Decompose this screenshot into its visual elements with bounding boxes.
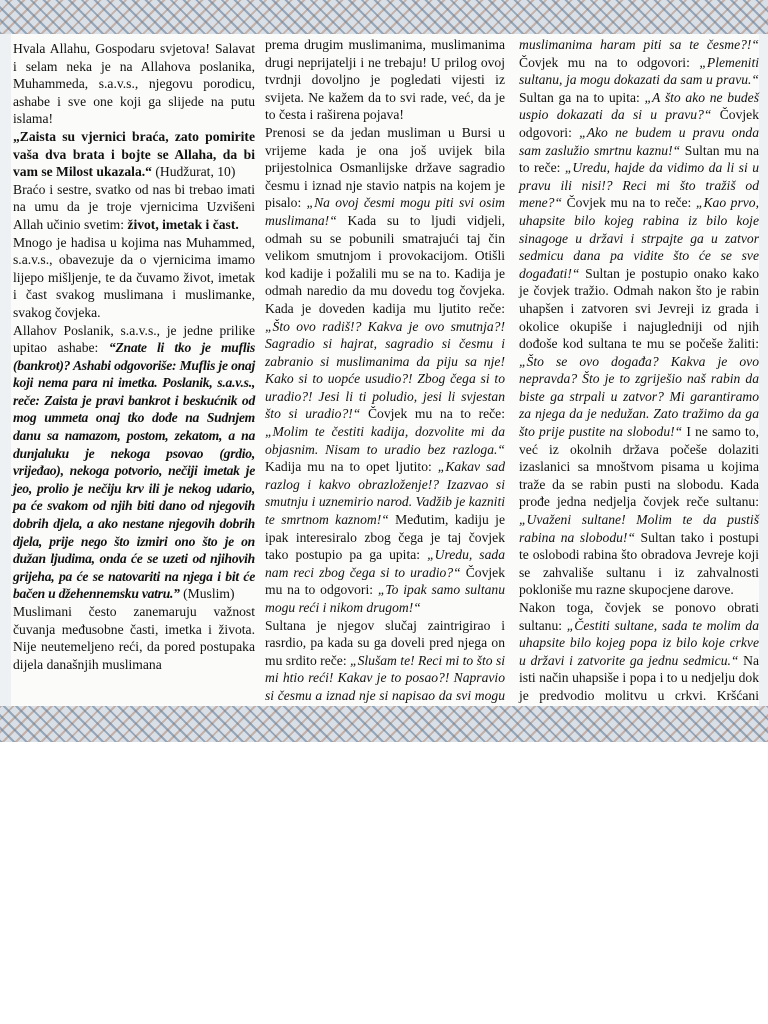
hadith-text: “Znate li tko je muflis (bankrot)? Ashabi odgovoriše: Muflis je onaj koji nema para ni imetka. Poslanik, s.a.v.s., reče: Zaista je pravi bankrot i beskućnik od mog ummeta onaj tko dođe na Sudnjem danu sa namazom, postom, zekatom, a na dunjaluku je nekoga psovao (grdio, vrijeđao), nekoga potvorio, nečiji imetak je jeo, prolio je nečiju krv ili je nekog udario, pa će svakom od njih biti dano od njegovih dobrih djela, a ako nestane njegovih dobrih djela, prije nego što izmiri ono što je on dužan ljudima, onda će se uzeti od njihovih grijeha, pa će se natovariti na njega i bit će bačen u džehennemsku vatru.”: [13, 340, 255, 602]
man-speech: „Kao prvo, uhapsite bilo kojeg rabina iz bilo koje sinagoge u državi i strpajte ga u zatvor sedmicu dana pa vidite što će se sve događati!“: [519, 195, 759, 281]
opening-paragraph: Hvala Allahu, Gospodaru svjetova! Salavat i selam neka je na Allahova poslanika, Muhammeda, s.a.v.s., njegovu porodicu, ashabe i sve one koji ga slijede na putu islama!: [13, 41, 255, 127]
story-text: I ne samo to, već iz okolnih država počeše dolaziti izaslanici sa mnoštvom pisama u kojima traže da se rabin pusti na slobodu. Kada prođe jedna nedjelja čovjek reče sultanu:: [519, 424, 759, 510]
hadith-intro-text: Allahov Poslanik, s.a.v.s., je jedne prilike upitao ashabe:: [13, 322, 255, 356]
story-text: Čovjek mu na to reče:: [360, 406, 505, 422]
story-text: Sultan mu na to reče:: [519, 142, 759, 176]
story-text: Međutim, kadiju je ipak interesiralo zbog čega je taj čovjek tako postupio pa ga upita:: [265, 512, 505, 563]
paragraph-sanctity-text: Braćo i sestre, svatko od nas bi trebao imati na umu da je troje vjernicima Uzvišeni Allah učinio svetim:: [13, 181, 255, 232]
sultan-speech: „A što ako ne budeš uspio dokazati da si u pravu?“: [519, 89, 759, 123]
man-speech: „Ako ne budem u pravu onda sam zaslužio smrtnu kaznu!“: [519, 124, 759, 158]
paragraph-enemies: prema drugim muslimanima, muslimanima drugi neprijatelji i ne trebaju! U prilog ovoj tvrdnji dovoljno je pogledati vijesti iz svijeta. Ne kažem da to svi rade, već, da je to česta i raširena pojava!: [265, 37, 505, 123]
story-text: Čovjek odgovori:: [519, 107, 759, 140]
fountain-inscription: „Na ovoj česmi mogu piti svi osim muslimana!“: [265, 195, 505, 228]
blank-area: [0, 742, 768, 1024]
document-page: [11, 34, 759, 706]
decorative-border-top: [0, 0, 768, 34]
text-column-3: [519, 36, 759, 703]
story-text: Nakon toga, čovjek se ponovo obrati sultanu:: [519, 600, 759, 633]
story-text: Čovjek mu na to reče:: [562, 195, 696, 211]
quote-text: „Zaista su vjernici braća, zato pomirite vaša dva brata i bojte se Allaha, da bi vam se Milost ukazala.“: [13, 128, 255, 180]
paragraph-sanctity: [13, 181, 255, 234]
man-speech: „Molim te čestiti kadija, dozvolite mi da objasnim. Nisam to uradio bez razloga.“: [265, 424, 505, 457]
story-text: Sultan je postupio onako kako je čovjek tražio. Odmah nakon što je rabin uhapšen i zatvoren svi Jevreji iz grada i okolice okupiše i najugledniji od njih dođoše kod sultana te mu se počeše žaliti:: [519, 265, 759, 352]
story-text: Kada su to ljudi vidjeli, odmah su se pobunili smatrajući taj čin velikom smutnjom i provokacijom. Otišli kod kadije i požalili mu se na to. Kadija je odmah naredio da mu dovedu tog čovjeka. Kada je doveden kadija mu ljutito reče:: [265, 212, 505, 316]
story-text: Čovjek mu na to odgovori:: [519, 54, 700, 70]
paragraph-hadith-intro: Mnogo je hadisa u kojima nas Muhammed, s.a.v.s., obavezuje da o vjernicima imamo lijepo mišljenje, te da čuvamo život, imetak i čast svakog muslimana i muslimanke, svakog čovjeka.: [13, 234, 255, 320]
quote-reference: (Hudžurat, 10): [151, 164, 236, 180]
quran-quote: [13, 128, 255, 181]
judge-speech: „Kakav sad razlog i kakvo obrazloženje!? Izazvao si smutnju i uznemirio narod. Vadžib je kazniti te smrtnom kaznom!“: [265, 459, 505, 528]
sultan-speech: „Slušam te! Reci mi to što si mi htio reći! Kakav je to posao?! Napravio si česmu a iznad nje si napisao da svi mogu: [265, 652, 506, 703]
jews-speech: „Što se ovo događa? Kakva je ovo nepravda? Što je to zgriješio naš rabin da biste ga strpali u zatvor? Mi garantiramo za njega da je nedužan. Zato tražimo da ga što prije pustite na slobodu!“: [519, 353, 759, 440]
story-text: Sultana je njegov slučaj zaintrigirao i rasrdio, pa kada su ga doveli pred njega on mu srdito reče:: [265, 617, 505, 668]
paragraph-priest: [519, 599, 759, 722]
text-column-1: [13, 40, 255, 704]
decorative-border-bottom: [0, 706, 768, 742]
man-speech: „Čestiti sultane, sada te molim da uhapsite bilo kojeg popa iz bilo koje crkve u državi i zatvorite ga jednu sedmicu.“: [519, 617, 759, 668]
story-text: Sultan tako i postupi te oslobodi rabina što obradova Jevreje koji se zahvališe sultanu i iz zahvalnosti pokloniše mu razne skupocjene darove.: [519, 529, 759, 598]
sultan-speech: „Uredu, hajde da vidimo da li si u pravu ili nisi!? Reci mi što tražiš od mene?“: [519, 160, 759, 211]
text-column-2: [265, 36, 506, 703]
paragraph-dialogue: [519, 36, 759, 599]
story-text: Na isti način uhapsiše i popa i to u nedjelju dok je predvodio molitvu u crkvi. Kršćani: [519, 652, 759, 703]
story-text: Kadija mu na to opet ljutito:: [265, 459, 438, 475]
paragraph-muflis-hadith: [13, 322, 255, 604]
sanctity-list: život, imetak i čast.: [127, 216, 239, 232]
story-text: Prenosi se da jedan musliman u Bursi u vrijeme kada je ona još uvijek bila prijestolnica Osmanlijske države sagradio česmu i iznad nje stavio natpis na kojem je pisalo:: [265, 124, 505, 211]
hadith-source: (Muslim): [179, 586, 235, 602]
man-speech: „Uvaženi sultane! Molim te da pustiš rabina na slobodu!“: [519, 512, 759, 545]
judge-speech: „Uredu, sada nam reci zbog čega si to uradio?“: [265, 547, 505, 580]
judge-speech: „Što ovo radiš!? Kakva je ovo smutnja?! Sagradio si hajrat, sagradio si česmu i zabranio si muslimanima da piju sa nje! Kako si to uopće usudio?! Zbog čega si to uradio?! Jesi li ti poludio, jesi li svjestan što si uradio?!“: [265, 318, 505, 422]
story-text: Čovjek mu na to odgovori:: [265, 564, 505, 598]
paragraph-fountain-story: [265, 124, 505, 617]
paragraph-neglect: Muslimani često zanemaruju važnost čuvanja međusobne časti, imetka i života. Nije neutemeljeno reći, da pored postupaka dijela današnjih muslimana: [13, 604, 255, 672]
sultan-speech: muslimanima haram piti sa te česme?!“: [519, 37, 759, 52]
story-text: Sultan ga na to upita:: [519, 89, 645, 105]
man-speech: „To ipak samo sultanu mogu reći i nikom drugom!“: [265, 582, 505, 615]
man-speech: „Plemeniti sultanu, ja mogu dokazati da sam u pravu.“: [519, 54, 759, 88]
